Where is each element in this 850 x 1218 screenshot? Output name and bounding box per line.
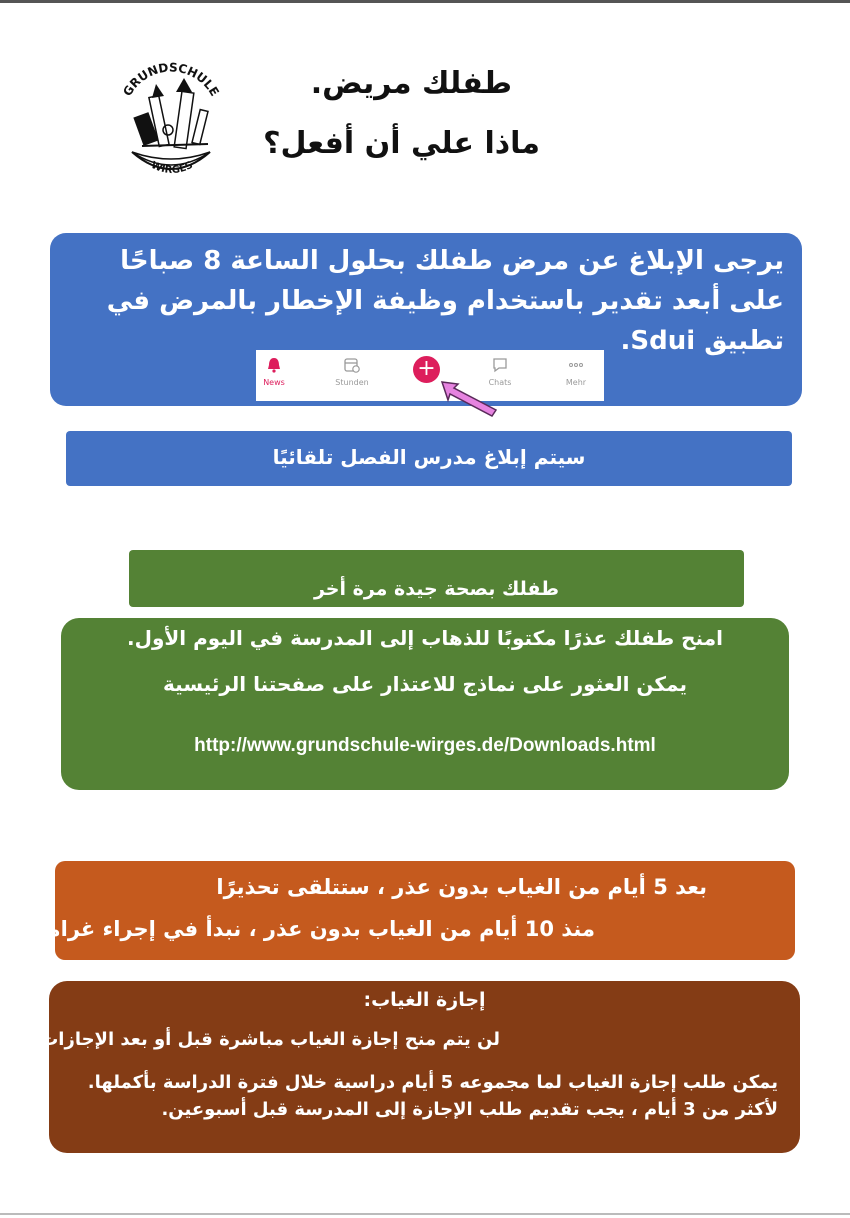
page-subtitle: ماذا علي أن أفعل؟ [263, 126, 540, 161]
school-logo [112, 56, 230, 180]
warning-line-1: بعد 5 أيام من الغياب بدون عذر ، ستتلقى تحذيرًا [216, 875, 707, 899]
written-excuse-box [61, 618, 789, 790]
app-tab-news-label: News [263, 378, 285, 387]
absence-warning-box [26, 861, 795, 960]
teacher-notice-box [66, 431, 792, 486]
svg-text:GRUNDSCHULE [120, 60, 221, 98]
add-report-button[interactable]: + [413, 356, 440, 383]
downloads-link[interactable]: http://www.grundschule-wirges.de/Downloads.html [194, 735, 656, 756]
more-dots-icon [567, 356, 585, 374]
chat-bubble-icon [491, 356, 509, 374]
excuse-line-1: امنح طفلك عذرًا مكتوبًا للذهاب إلى المدرسة في اليوم الأول. [127, 626, 723, 650]
excuse-line-2: يمكن العثور على نماذج للاعتذار على صفحتنا الرئيسية [163, 672, 687, 696]
leave-line-2: يمكن طلب إجازة الغياب لما مجموعه 5 أيام دراسية خلال فترة الدراسة بأكملها. لأكثر من 3 أيام ، يجب تقديم طلب الإجازة إلى المدرسة قبل أسبوعين. [87, 1072, 778, 1120]
top-border [0, 0, 850, 3]
healthy-again-text: طفلك بصحة جيدة مرة أخر [313, 578, 559, 600]
app-tab-news[interactable] [244, 356, 304, 387]
app-tab-chats-label: Chats [488, 378, 512, 387]
report-instructions-text: يرجى الإبلاغ عن مرض طفلك بحلول الساعة 8 صباحًا على أبعد تقدير باستخدام وظيفة الإخطار بالمرض في تطبيق Sdui. [106, 246, 784, 356]
leave-line-1: لن يتم منح إجازة الغياب مباشرة قبل أو بعد الإجازات. [33, 1029, 500, 1050]
teacher-notice-text: سيتم إبلاغ مدرس الفصل تلقائيًا [272, 445, 586, 469]
calendar-clock-icon [343, 356, 361, 374]
app-tab-mehr-label: Mehr [565, 378, 587, 387]
warning-line-2: منذ 10 أيام من الغياب بدون عذر ، نبدأ في إجراء غرامة. [26, 917, 595, 941]
app-tab-stunden-label: Stunden [335, 378, 369, 387]
bell-icon [265, 356, 283, 374]
app-tab-stunden[interactable] [322, 356, 382, 387]
page-title: طفلك مريض. [310, 66, 512, 101]
bottom-border [0, 1213, 850, 1215]
logo-bottom-text: WIRGES [149, 159, 195, 177]
app-tab-mehr[interactable] [546, 356, 606, 387]
leave-heading: إجازة الغياب: [363, 989, 486, 1011]
logo-top-text: GRUNDSCHULE [120, 60, 222, 99]
pointer-arrow-icon [440, 378, 500, 420]
leave-of-absence-box [33, 981, 800, 1153]
healthy-again-box [129, 550, 744, 607]
